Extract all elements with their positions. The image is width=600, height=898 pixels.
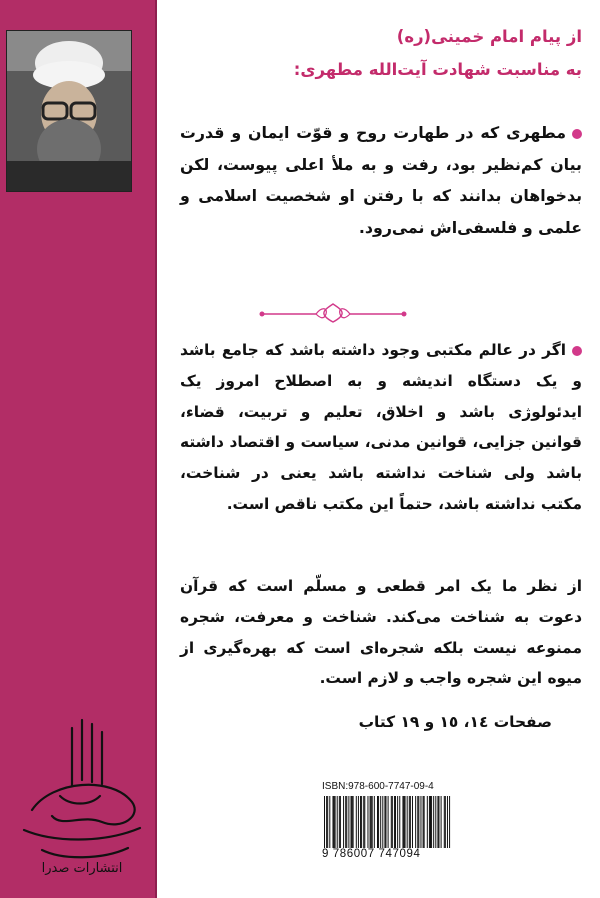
side-divider (155, 0, 157, 898)
quote-header (180, 20, 582, 86)
quote-paragraph-3 (180, 571, 582, 694)
publisher-name: انتشارات صدرا (41, 861, 123, 876)
bullet-icon (572, 346, 582, 356)
isbn-label: ISBN:978-600-7747-09-4 (322, 781, 434, 792)
isbn-digits: 9 786007 747094 (322, 848, 421, 860)
barcode (322, 796, 452, 848)
quote-paragraph-2 (180, 335, 582, 520)
quote-3-text: از نظر ما یک امر قطعی و مسلّم است که قرآن دعوت به شناخت می‌کند. شناخت و معرفت، شجره ممنوعه نیست بلکه شجره‌ای است که بهره‌گیری از میوه این شجره واجب و لازم است. (180, 577, 582, 688)
quote-1-text: مطهری که در طهارت روح و قوّت ایمان و قدرت بیان کم‌نظیر بود، رفت و به ملأ اعلی پیوست، لکن بدخواهان بدانند که با رفتن او شخصیت اسلامی و علمی و فلسفی‌اش نمی‌رود. (180, 123, 582, 237)
header-line-2: به مناسبت شهادت آیت‌الله مطهری: (293, 60, 582, 79)
header-line-1: از پیام امام خمینی(ره) (396, 27, 582, 46)
source-reference: صفحات ١٤، ١٥ و ١٩ کتاب (358, 713, 552, 731)
bullet-icon (572, 129, 582, 139)
quote-2-text: اگر در عالم مکتبی وجود داشته باشد که جامع باشد و یک دستگاه اندیشه و به اصطلاح امروز یک ایدئولوژی باشد و اخلاق، تعلیم و تربیت، قضاء، قوانین جزایی، قوانین مدنی، سیاست و اقتصاد داشته باشد ولی شناخت نداشته باشد یعنی در شناخت، مکتب نداشته باشد، حتماً این مکتب ناقص است. (180, 341, 582, 513)
publisher-calligraphy-logo (12, 710, 152, 880)
quote-paragraph-1 (180, 117, 582, 243)
ornament-divider (258, 300, 408, 326)
author-portrait (6, 30, 132, 192)
